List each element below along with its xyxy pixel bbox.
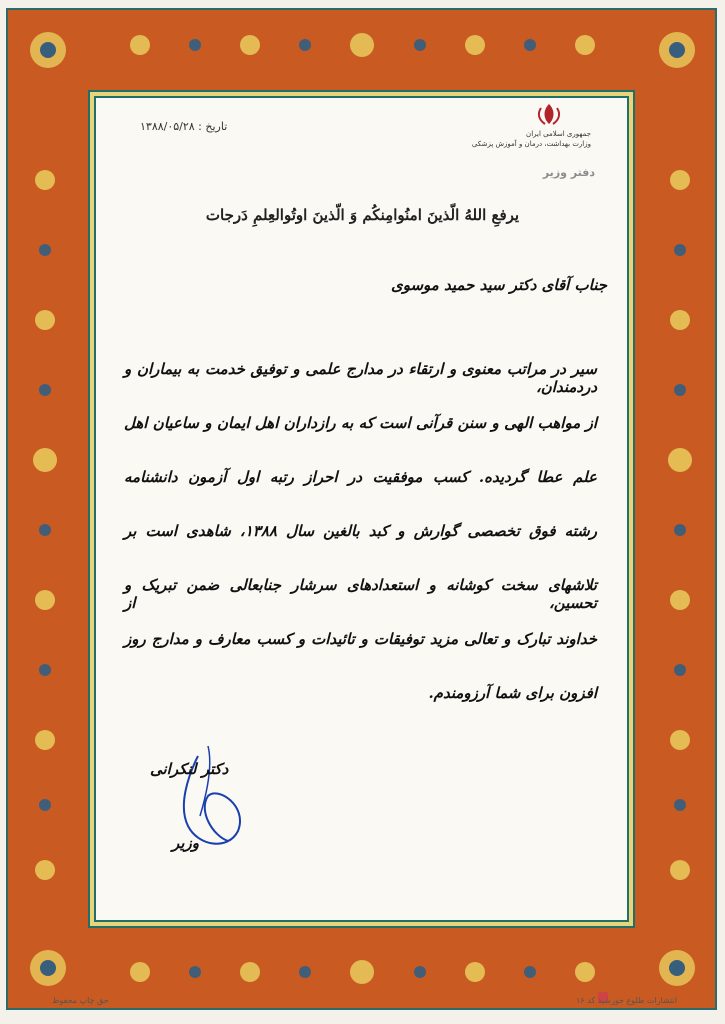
body-line: رشته فوق تخصصی گوارش و کبد بالغین سال ۱۳۸۸، شاهدی است بر [124, 522, 597, 540]
body-line: علم عطا گردیده. کسب موفقیت در احراز رتبه اول آزمون دانشنامه [124, 468, 597, 486]
footer-publisher: انتشارات طلوع خورشید کد ۱۶ [575, 996, 677, 1005]
recipient-name: جناب آقای دکتر سید حمید موسوی [390, 276, 607, 294]
header-line-1: جمهوری اسلامی ایران [526, 130, 591, 138]
header-line-2: وزارت بهداشت، درمان و آموزش پزشکی [471, 140, 591, 148]
office-label: دفتر وزیر [542, 166, 595, 179]
body-line: افزون برای شما آرزومندم. [428, 684, 597, 702]
iran-emblem-icon [529, 102, 569, 126]
body-line: خداوند تبارک و تعالی مزید توفیقات و تائیدات و کسب معارف و مدارج روز [124, 630, 597, 648]
footer-copyright: حق چاپ محفوظ [52, 996, 109, 1005]
signatory-name: دکتر لنکرانی [150, 760, 229, 778]
quran-verse: یرفعِ اللهُ الّذینَ امنُوامِنکُم وَ الّذینَ اوتُوالعِلمِ دَرجات [205, 206, 520, 224]
body-line: از مواهب الهی و سنن قرآنی است که به رازداران اهل ایمان و ساعیان اهل [124, 414, 597, 432]
signatory-title: وزیر [172, 834, 199, 852]
body-line: سیر در مراتب معنوی و ارتقاء در مدارج علمی و توفیق خدمت به بیماران و دردمندان، [124, 360, 597, 396]
certificate-body [94, 90, 631, 924]
body-line: تلاشهای سخت کوشانه و استعدادهای سرشار جنابعالی ضمن تبریک و تحسین، از [124, 576, 597, 612]
date-label: تاریخ : ۱۳۸۸/۰۵/۲۸ [140, 120, 228, 133]
